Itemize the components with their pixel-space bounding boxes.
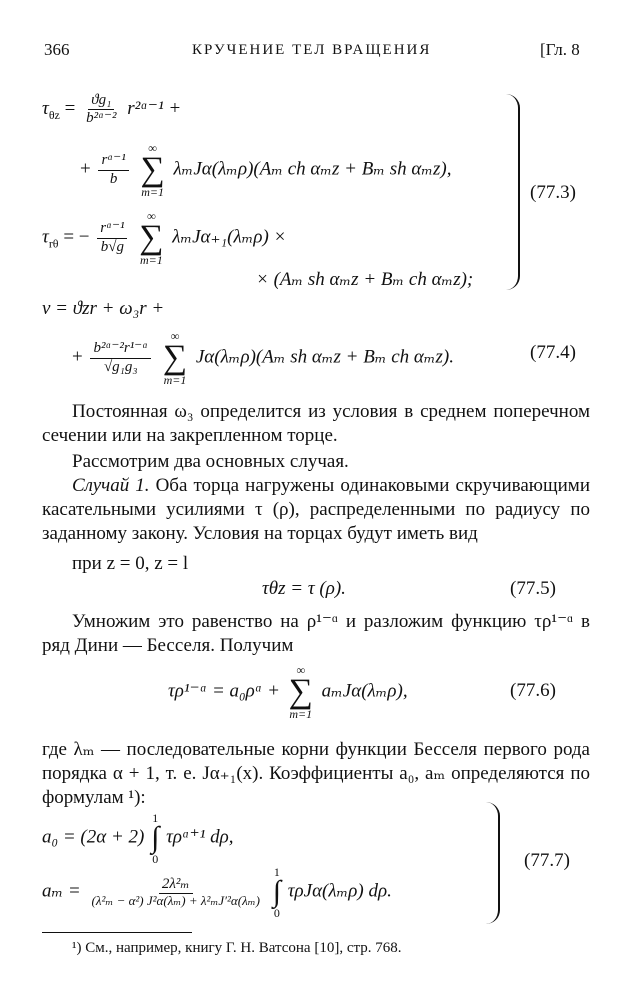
paragraph-roots: где λₘ — последовательные корни функции Бесселя первого рода порядка α + 1, т. е. Jα₊₁(x). Коэффициенты a₀, aₘ определяются по формулам ¹):	[42, 739, 590, 808]
sigma-symbol: ∑	[139, 219, 164, 256]
condition-line: при z = 0, z = l	[72, 553, 189, 574]
equation-term: Jα(λₘρ)(Aₘ sh αₘz + Bₘ ch αₘz).	[195, 346, 455, 368]
paragraph-cases: Рассмотрим два основных случая.	[72, 451, 349, 472]
footnote: ¹) См., например, книгу Г. Н. Ватсона [10], стр. 768.	[72, 940, 402, 956]
equation-number: (77.7)	[524, 850, 570, 871]
right-brace	[484, 802, 500, 924]
equation-line-5: v = ϑzr + ω₃r +	[42, 298, 165, 319]
integral-operator	[273, 866, 281, 919]
fraction-denominator: b	[109, 170, 118, 187]
sum-lower-limit: m=1	[289, 707, 313, 722]
equation-term: τρ¹⁻ᵅ = a₀ρᵅ +	[168, 680, 280, 702]
case-heading: Случай 1.	[72, 475, 150, 496]
fraction	[98, 152, 128, 188]
equation-77-7a	[42, 812, 233, 865]
equation-term: λₘJα₊₁(λₘρ) ×	[172, 226, 287, 248]
equation-line-4	[256, 268, 473, 291]
sum-operator	[140, 142, 164, 198]
equation-number: (77.4)	[530, 342, 576, 363]
equation-number: (77.6)	[510, 680, 556, 701]
equation-77-6	[168, 664, 408, 720]
fraction-numerator: rᵅ⁻¹	[97, 220, 127, 238]
fraction-denominator: b²ᵅ⁻²	[86, 110, 117, 127]
equation-term: r²ᵅ⁻¹ +	[127, 98, 182, 120]
subscript: rθ	[48, 236, 59, 251]
integral-upper-limit: 1	[273, 865, 280, 879]
sum-operator	[289, 664, 313, 720]
integral-symbol: ∫	[272, 875, 281, 908]
page-number: 366	[44, 40, 70, 59]
equation-line-6: + $\frac{\text{b²ᵅ⁻²r¹⁻ᵅ}}{\text{√g₁g₃}}$ ∞ ∑ m=1 Jα(λₘρ)(Aₘ sh αₘz + Bₘ ch αₘz).	[72, 329, 455, 388]
equation-line-1: $\tau_{\theta z}$ = $\frac{\text{ϑg₁}}{\text{b²ᵅ⁻²}}$ r²ᵅ⁻¹ +	[42, 92, 182, 127]
sum-upper-limit: ∞	[148, 141, 157, 155]
equation-line-3: $\tau_{r\theta}$ = − $\frac{\text{rᵅ⁻¹}}{b√g}$ ∞ ∑ m=1 λₘJα₊₁(λₘρ) ×	[42, 209, 287, 268]
equation-term: τρJα(λₘρ) dρ.	[287, 880, 392, 902]
tau-symbol: τ	[42, 98, 49, 120]
integral-lower-limit: 0	[273, 905, 280, 920]
sum-operator	[139, 210, 163, 266]
fraction-numerator: b²ᵅ⁻²r¹⁻ᵅ	[90, 340, 151, 358]
integral-symbol: ∫	[151, 821, 160, 854]
fraction-numerator: 2λ²ₘ	[159, 876, 193, 894]
chapter-ref: [Гл. 8	[540, 40, 580, 59]
running-title: КРУЧЕНИЕ ТЕЛ ВРАЩЕНИЯ	[192, 42, 432, 58]
case-text: Оба торца нагружены одинаковыми скручивающими касательными усилиями τ (ρ), распределенными по радиусу по заданному закону. Условия на торцах будут иметь вид	[42, 475, 590, 544]
sigma-symbol: ∑	[288, 673, 313, 710]
sum-lower-limit: m=1	[163, 373, 187, 388]
sum-upper-limit: ∞	[147, 209, 156, 223]
equation-term: a₀ = (2α + 2)	[42, 826, 145, 848]
fraction	[90, 340, 151, 376]
sigma-symbol: ∑	[140, 151, 165, 188]
sum-upper-limit: ∞	[296, 663, 306, 677]
fraction-denominator: √g₁g₃	[103, 358, 138, 375]
fraction	[88, 876, 263, 909]
paragraph-case-1	[42, 474, 590, 546]
footnote-rule	[42, 932, 192, 933]
fraction-numerator: rᵅ⁻¹	[98, 152, 128, 170]
equation-77-7b	[42, 866, 392, 919]
right-brace	[504, 94, 520, 290]
fraction-denominator: b√g	[100, 238, 124, 255]
fraction	[97, 220, 127, 256]
equation-term: λₘJα(λₘρ)(Aₘ ch αₘz + Bₘ sh αₘz),	[173, 158, 452, 180]
integral-upper-limit: 1	[152, 811, 159, 825]
equation-line-2: + $\frac{\text{rᵅ⁻¹}}{b}$ ∞ ∑ m=1 λₘJα(λₘρ)(Aₘ ch αₘz + Bₘ sh αₘz),	[80, 141, 452, 200]
integral-operator	[151, 812, 159, 865]
equation-77-5: τθz = τ (ρ).	[262, 578, 346, 599]
sum-upper-limit: ∞	[170, 329, 180, 343]
paragraph-multiply: Умножим это равенство на ρ¹⁻ᵅ и разложим функцию τρ¹⁻ᵅ в ряд Дини — Бесселя. Получим	[42, 611, 590, 656]
equation-number: (77.5)	[510, 578, 556, 599]
sigma-symbol: ∑	[162, 339, 188, 376]
paragraph-constant: Постоянная ω₃ определится из условия в среднем поперечном сечении или на закрепленном торце.	[42, 401, 590, 446]
equation-term: aₘ =	[42, 880, 81, 902]
fraction-denominator: (λ²ₘ − α²) J²α(λₘ) + λ²ₘJ′²α(λₘ)	[91, 892, 261, 908]
equation-term: aₘJα(λₘρ),	[321, 680, 408, 702]
equation-term: τρᵅ⁺¹ dρ,	[166, 826, 234, 848]
tau-symbol: τ	[42, 226, 49, 248]
equation-number: (77.3)	[530, 182, 576, 203]
integral-lower-limit: 0	[152, 851, 159, 866]
sum-lower-limit: m=1	[139, 253, 163, 268]
fraction	[83, 92, 119, 128]
equation-term: × (Aₘ sh αₘz + Bₘ ch αₘz);	[256, 269, 474, 290]
sum-lower-limit: m=1	[141, 185, 164, 200]
sum-operator	[163, 330, 187, 386]
subscript: θz	[48, 107, 60, 122]
fraction-numerator: ϑg₁	[88, 92, 114, 110]
